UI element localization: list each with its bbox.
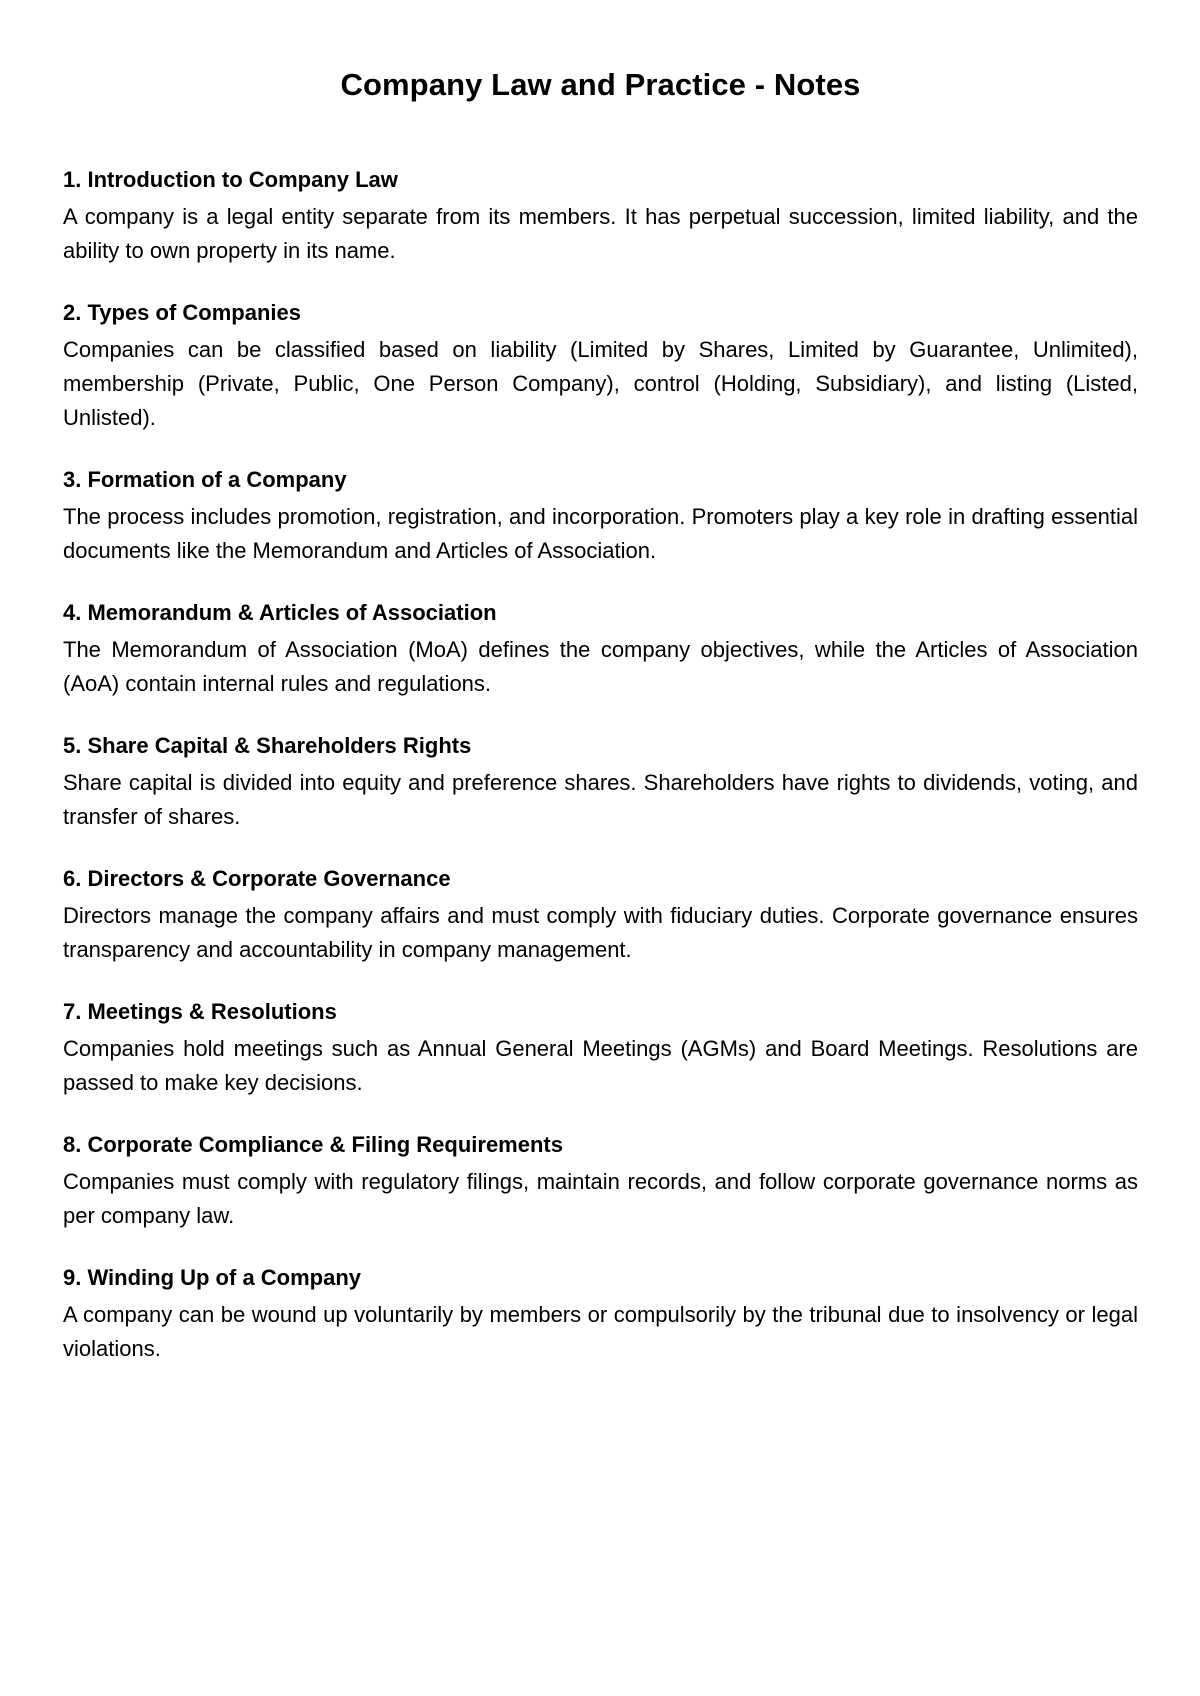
section-types <box>63 299 1138 435</box>
section-heading: 2. Types of Companies <box>63 300 301 325</box>
section-heading: 3. Formation of a Company <box>63 467 347 492</box>
section-winding-up <box>63 1264 1138 1366</box>
section-share-capital <box>63 732 1138 834</box>
document-title: Company Law and Practice - Notes <box>340 67 861 102</box>
section-compliance <box>63 1131 1138 1233</box>
section-heading: 1. Introduction to Company Law <box>63 167 398 192</box>
section-body: Companies hold meetings such as Annual General Meetings (AGMs) and Board Meetings. Resolutions are passed to make key decisions. <box>63 1036 1138 1095</box>
section-heading: 8. Corporate Compliance & Filing Requirements <box>63 1132 563 1157</box>
section-body: The Memorandum of Association (MoA) defines the company objectives, while the Articles of Association (AoA) contain internal rules and regulations. <box>63 637 1138 696</box>
section-body: A company is a legal entity separate from its members. It has perpetual succession, limited liability, and the ability to own property in its name. <box>63 204 1138 263</box>
section-introduction <box>63 166 1138 268</box>
section-body: A company can be wound up voluntarily by members or compulsorily by the tribunal due to insolvency or legal violations. <box>63 1302 1138 1361</box>
section-heading: 5. Share Capital & Shareholders Rights <box>63 733 472 758</box>
section-body: Companies must comply with regulatory filings, maintain records, and follow corporate governance norms as per company law. <box>63 1169 1138 1228</box>
section-heading: 9. Winding Up of a Company <box>63 1265 362 1290</box>
section-directors <box>63 865 1138 967</box>
section-heading: 4. Memorandum & Articles of Association <box>63 600 497 625</box>
section-memorandum-articles <box>63 599 1138 701</box>
section-body: Directors manage the company affairs and must comply with fiduciary duties. Corporate governance ensures transparency and accountability in company management. <box>63 903 1138 962</box>
section-heading: 6. Directors & Corporate Governance <box>63 866 451 891</box>
section-body: Companies can be classified based on liability (Limited by Shares, Limited by Guarantee, Unlimited), membership (Private, Public, One Person Company), control (Holding, Subsidiary), and listing (Listed, Unlisted). <box>63 337 1138 430</box>
section-formation <box>63 466 1138 568</box>
section-meetings <box>63 998 1138 1100</box>
section-heading: 7. Meetings & Resolutions <box>63 999 337 1024</box>
section-body: Share capital is divided into equity and preference shares. Shareholders have rights to dividends, voting, and transfer of shares. <box>63 770 1138 829</box>
section-body: The process includes promotion, registration, and incorporation. Promoters play a key role in drafting essential documents like the Memorandum and Articles of Association. <box>63 504 1138 563</box>
